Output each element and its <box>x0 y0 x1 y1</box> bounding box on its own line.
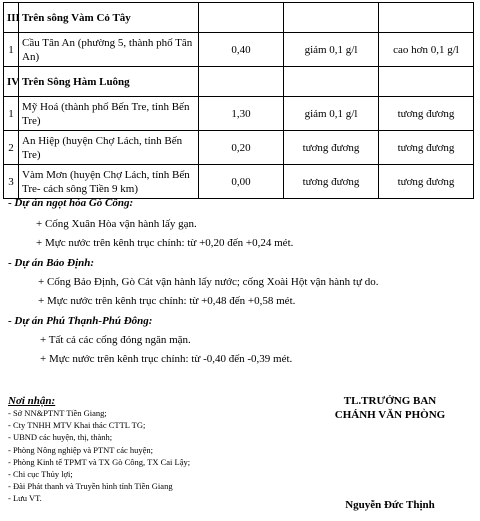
row-number: 3 <box>4 165 19 199</box>
row-number: 1 <box>4 97 19 131</box>
project-title: Dự án Phú Thạnh-Phú Đông: <box>14 315 153 327</box>
salinity-value: 0,20 <box>199 131 284 165</box>
station-name: Vàm Mơn (huyện Chợ Lách, tỉnh Bến Tre- cách sông Tiền 9 km) <box>19 165 199 199</box>
project-title: Dự án ngọt hóa Gò Công: <box>14 197 134 209</box>
project-go-cong-heading: - Dự án ngọt hóa Gò Công: <box>8 197 134 209</box>
project-item: + Mực nước trên kênh trục chính: từ +0,48 đến +0,58 mét. <box>38 295 296 307</box>
row-number: 2 <box>4 131 19 165</box>
recipient-item: - Cty TNHH MTV Khai thác CTTL TG; <box>8 420 146 431</box>
row-number: 1 <box>4 33 19 67</box>
salinity-value: 1,30 <box>199 97 284 131</box>
signature-title-line2: CHÁNH VĂN PHÒNG <box>334 409 446 421</box>
project-item: + Mực nước trên kênh trục chính: từ -0,40 đến -0,39 mét. <box>40 353 293 365</box>
section-header-row <box>4 67 474 97</box>
signer-name: Nguyễn Đức Thịnh <box>345 499 435 511</box>
salinity-value: 0,40 <box>199 33 284 67</box>
station-name: Cầu Tân An (phường 5, thành phố Tân An) <box>19 33 199 67</box>
project-bao-dinh-heading: - Dự án Bảo Định: <box>8 257 95 269</box>
recipients-list <box>8 407 190 505</box>
change-previous: giảm 0,1 g/l <box>284 33 379 67</box>
project-item: + Mực nước trên kênh trục chính: từ +0,20 đến +0,24 mét. <box>36 237 294 249</box>
change-comparison: cao hơn 0,1 g/l <box>379 33 474 67</box>
salinity-table <box>3 2 474 199</box>
table-row <box>4 33 474 67</box>
section-title: Trên Sông Hàm Luông <box>19 67 199 97</box>
change-previous: tương đương <box>284 131 379 165</box>
change-previous: tương đương <box>284 165 379 199</box>
change-comparison: tương đương <box>379 165 474 199</box>
station-name: Mỹ Hoá (thành phố Bến Tre, tỉnh Bến Tre) <box>19 97 199 131</box>
salinity-value: 0,00 <box>199 165 284 199</box>
recipient-item: - Sở NN&PTNT Tiền Giang; <box>8 408 107 418</box>
station-name: An Hiệp (huyện Chợ Lách, tỉnh Bến Tre) <box>19 131 199 165</box>
recipient-item: - UBND các huyện, thị, thành; <box>8 432 113 443</box>
recipient-item: - Chi cục Thủy lợi; <box>8 469 73 480</box>
table-row <box>4 97 474 131</box>
project-item: + Tất cả các cống đóng ngăn mặn. <box>40 334 191 346</box>
project-item: + Cống Xuân Hòa vận hành lấy gạn. <box>36 218 197 230</box>
section-header-row <box>4 3 474 33</box>
recipient-item: - Phòng Nông nghiệp và PTNT các huyện; <box>8 444 154 455</box>
project-item: + Cống Bảo Định, Gò Cát vận hành lấy nước; cống Xoài Hột vận hành tự do. <box>38 276 379 288</box>
change-previous: giảm 0,1 g/l <box>284 97 379 131</box>
section-number: IV <box>4 67 19 97</box>
signature-title-line1: TL.TRƯỞNG BAN <box>343 395 437 407</box>
recipient-item: - Đài Phát thanh và Truyền hình tỉnh Tiền Giang <box>8 481 173 492</box>
project-title: Dự án Bảo Định: <box>14 257 95 269</box>
recipient-item: - Lưu VT. <box>8 493 42 504</box>
table-row <box>4 131 474 165</box>
table-row <box>4 165 474 199</box>
section-title: Trên sông Vàm Cỏ Tây <box>19 3 199 33</box>
change-comparison: tương đương <box>379 131 474 165</box>
change-comparison: tương đương <box>379 97 474 131</box>
project-phu-thanh-heading: - Dự án Phú Thạnh-Phú Đông: <box>8 315 153 327</box>
section-number: III <box>4 3 19 33</box>
recipients-title: Nơi nhận: <box>8 395 56 407</box>
recipient-item: - Phòng Kinh tế TPMT và TX Gò Công, TX Cai Lậy; <box>8 456 191 467</box>
